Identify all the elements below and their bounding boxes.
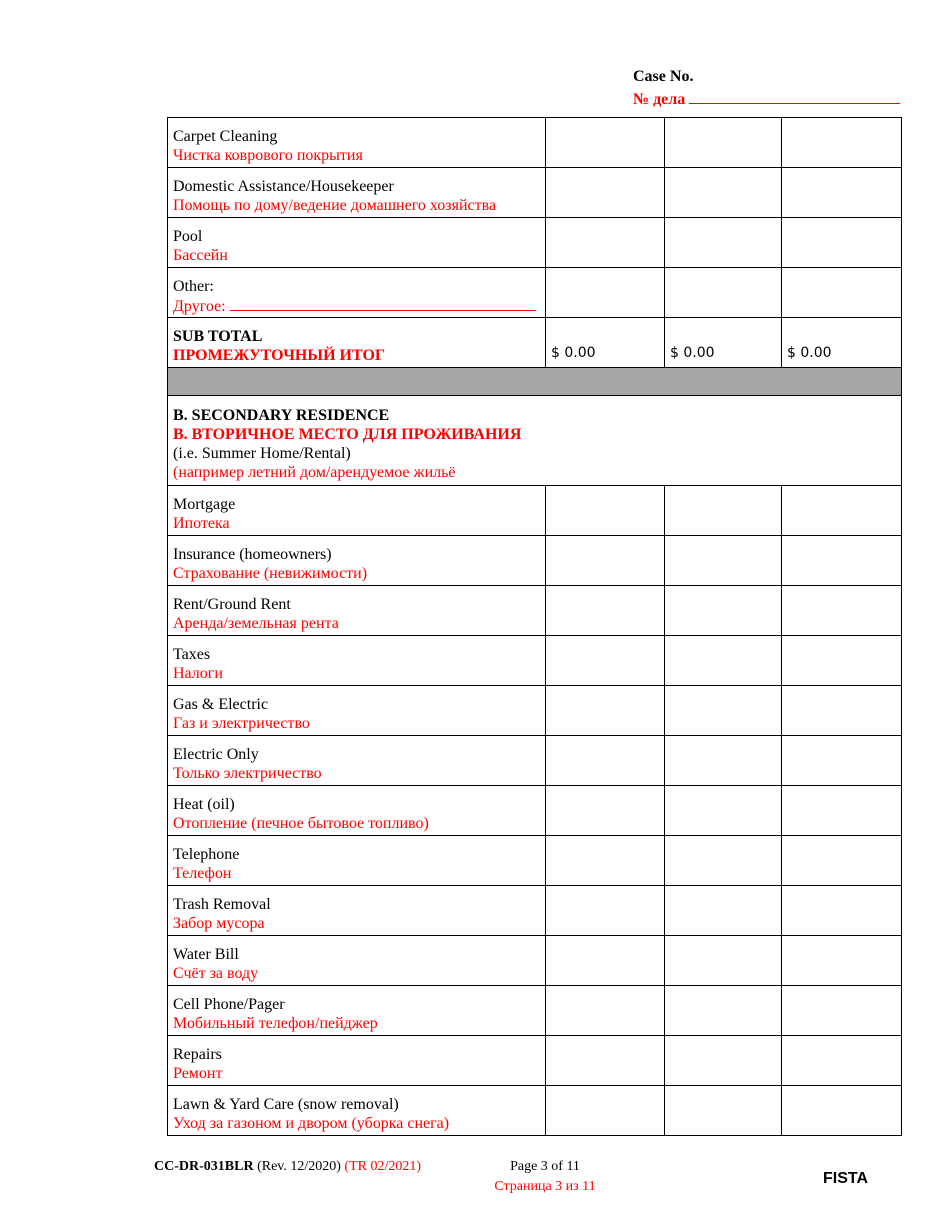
section-title-ru: B. ВТОРИЧНОЕ МЕСТО ДЛЯ ПРОЖИВАНИЯ	[173, 426, 522, 443]
row-label-ru: Аренда/земельная рента	[173, 615, 339, 632]
amount-cell[interactable]	[782, 168, 902, 218]
table-row	[168, 1086, 902, 1136]
row-label: Repairs	[173, 1046, 222, 1063]
row-label: Gas & Electric	[173, 696, 269, 713]
amount-cell[interactable]	[665, 1086, 782, 1136]
amount-cell[interactable]	[665, 986, 782, 1036]
row-label-ru: Другое:	[173, 296, 540, 316]
amount-cell[interactable]	[782, 686, 902, 736]
row-label-ru: Счёт за воду	[173, 965, 259, 982]
subtotal-value: $ 0.00	[670, 345, 715, 361]
amount-cell[interactable]	[546, 268, 665, 318]
other-description-field[interactable]	[230, 296, 536, 311]
subtotal-value: $ 0.00	[787, 345, 832, 361]
amount-cell[interactable]	[665, 268, 782, 318]
amount-cell[interactable]	[546, 486, 665, 536]
amount-cell[interactable]	[546, 886, 665, 936]
subtotal-label-ru: ПРОМЕЖУТОЧНЫЙ ИТОГ	[173, 347, 386, 364]
amount-cell[interactable]	[782, 586, 902, 636]
row-label-ru: Страхование (невижимости)	[173, 565, 368, 582]
row-label-ru: Чистка коврового покрытия	[173, 147, 363, 164]
row-label: Insurance (homeowners)	[173, 546, 332, 563]
amount-cell[interactable]	[546, 836, 665, 886]
row-label-ru: Бассейн	[173, 247, 228, 264]
row-label: Other:	[173, 278, 214, 295]
form-id: CC-DR-031BLR (Rev. 12/2020) (TR 02/2021)	[154, 1159, 422, 1174]
fista-label: FISTA	[823, 1170, 869, 1187]
amount-cell[interactable]	[782, 118, 902, 168]
amount-cell[interactable]	[665, 936, 782, 986]
amount-cell[interactable]	[546, 636, 665, 686]
section-divider	[168, 368, 902, 396]
amount-cell[interactable]	[782, 536, 902, 586]
amount-cell[interactable]	[782, 986, 902, 1036]
subtotal-row	[168, 318, 902, 368]
amount-cell[interactable]	[782, 268, 902, 318]
case-number-field[interactable]	[689, 87, 900, 104]
table-row	[168, 536, 902, 586]
table-row	[168, 886, 902, 936]
amount-cell[interactable]	[665, 736, 782, 786]
table-row	[168, 586, 902, 636]
row-label: Telephone	[173, 846, 240, 863]
row-label-ru: Ремонт	[173, 1065, 223, 1082]
row-label-ru: Забор мусора	[173, 915, 265, 932]
amount-cell[interactable]	[546, 936, 665, 986]
table-row	[168, 118, 902, 168]
row-label: Electric Only	[173, 746, 259, 763]
table-row	[168, 168, 902, 218]
row-label: Mortgage	[173, 496, 236, 513]
amount-cell[interactable]	[665, 586, 782, 636]
expense-table	[167, 117, 902, 1136]
case-no-label-ru: № дела	[633, 87, 900, 110]
amount-cell[interactable]	[782, 736, 902, 786]
row-label-ru: Мобильный телефон/пейджер	[173, 1015, 378, 1032]
amount-cell[interactable]	[665, 118, 782, 168]
section-header	[168, 396, 902, 486]
amount-cell[interactable]	[782, 486, 902, 536]
amount-cell[interactable]	[546, 986, 665, 1036]
section-subtitle-ru: (например летний дом/арендуемое жильё	[173, 464, 456, 481]
case-number-block	[633, 67, 900, 110]
row-label-ru: Ипотека	[173, 515, 230, 532]
amount-cell[interactable]	[782, 936, 902, 986]
row-label: Carpet Cleaning	[173, 128, 278, 145]
amount-cell[interactable]	[546, 1036, 665, 1086]
row-label: Water Bill	[173, 946, 239, 963]
amount-cell[interactable]	[782, 786, 902, 836]
amount-cell[interactable]	[665, 486, 782, 536]
amount-cell[interactable]	[665, 836, 782, 886]
table-row	[168, 268, 902, 318]
row-label: Taxes	[173, 646, 211, 663]
amount-cell[interactable]	[546, 786, 665, 836]
amount-cell[interactable]	[665, 536, 782, 586]
row-label-ru: Газ и электричество	[173, 715, 310, 732]
amount-cell[interactable]	[665, 1036, 782, 1086]
row-label: Trash Removal	[173, 896, 271, 913]
page-number: Page 3 of 11 Страница 3 из 11	[494, 1159, 596, 1194]
amount-cell[interactable]	[546, 586, 665, 636]
row-label-ru: Налоги	[173, 665, 223, 682]
table-row	[168, 636, 902, 686]
amount-cell[interactable]	[665, 636, 782, 686]
section-title: B. SECONDARY RESIDENCE	[173, 407, 390, 424]
amount-cell[interactable]	[546, 536, 665, 586]
table-row	[168, 218, 902, 268]
table-row	[168, 736, 902, 786]
amount-cell[interactable]	[665, 886, 782, 936]
table-row	[168, 786, 902, 836]
case-no-label: Case No.	[633, 68, 694, 85]
amount-cell[interactable]	[782, 636, 902, 686]
row-label-ru: Помощь по дому/ведение домашнего хозяйства	[173, 197, 497, 214]
amount-cell[interactable]	[665, 218, 782, 268]
row-label: Cell Phone/Pager	[173, 996, 285, 1013]
row-label: Pool	[173, 228, 203, 245]
table-row	[168, 1036, 902, 1086]
amount-cell[interactable]	[782, 1086, 902, 1136]
amount-cell[interactable]	[782, 836, 902, 886]
amount-cell[interactable]	[665, 686, 782, 736]
subtotal-label: SUB TOTAL	[173, 328, 263, 345]
amount-cell[interactable]	[546, 218, 665, 268]
amount-cell[interactable]	[546, 1086, 665, 1136]
table-row	[168, 686, 902, 736]
row-label: Heat (oil)	[173, 796, 235, 813]
amount-cell[interactable]	[546, 686, 665, 736]
subtotal-value: $ 0.00	[551, 345, 596, 361]
row-label-ru: Отопление (печное бытовое топливо)	[173, 815, 429, 832]
row-label-ru: Только электричество	[173, 765, 322, 782]
amount-cell[interactable]	[782, 1036, 902, 1086]
table-row	[168, 836, 902, 886]
amount-cell[interactable]	[665, 168, 782, 218]
amount-cell[interactable]	[665, 786, 782, 836]
amount-cell[interactable]	[546, 118, 665, 168]
section-subtitle: (i.e. Summer Home/Rental)	[173, 445, 351, 462]
table-row	[168, 986, 902, 1036]
amount-cell[interactable]	[546, 736, 665, 786]
row-label-ru: Телефон	[173, 865, 232, 882]
row-label: Lawn & Yard Care (snow removal)	[173, 1096, 399, 1113]
table-row	[168, 936, 902, 986]
amount-cell[interactable]	[782, 886, 902, 936]
row-label: Domestic Assistance/Housekeeper	[173, 178, 394, 195]
table-row	[168, 486, 902, 536]
amount-cell[interactable]	[782, 218, 902, 268]
row-label-ru: Уход за газоном и двором (уборка снега)	[173, 1115, 450, 1132]
amount-cell[interactable]	[546, 168, 665, 218]
row-label: Rent/Ground Rent	[173, 596, 291, 613]
